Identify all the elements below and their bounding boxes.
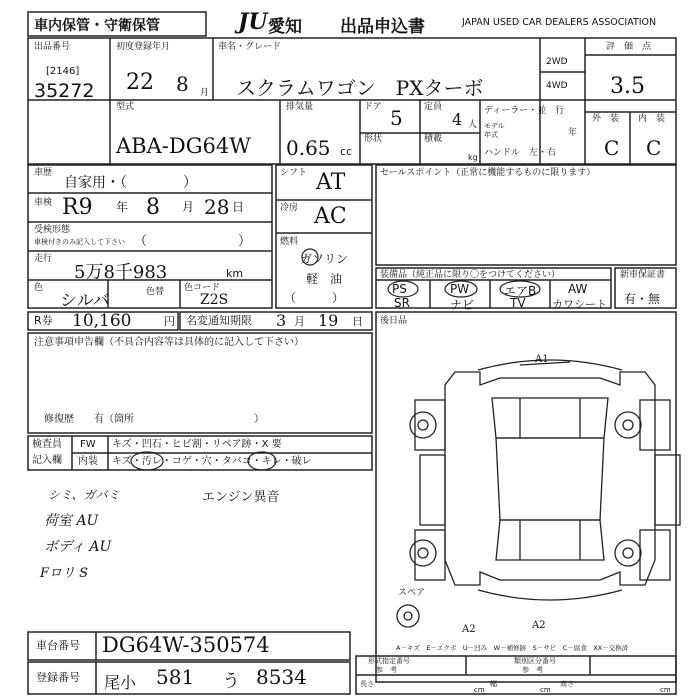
chassis-value: DG64W-350574 xyxy=(102,633,270,657)
equip-item: エアB xyxy=(504,284,537,298)
score: 3.5 xyxy=(610,74,645,99)
recycle-label: R券 xyxy=(34,314,53,327)
spec-row1-label: 形式指定番号 xyxy=(368,657,410,665)
color-value: シルバ xyxy=(60,291,110,311)
fuel-diesel: 軽 油 xyxy=(306,272,343,286)
inspector-row2-label: 内装 xyxy=(78,456,98,467)
inspector-row1-label: FW xyxy=(80,439,96,450)
color-label: 色 xyxy=(34,283,44,293)
fuel-other: （ ） xyxy=(284,291,345,305)
history-label: 車歴 xyxy=(34,168,53,178)
recycle-unit: 円 xyxy=(164,315,175,328)
interior-label: 内 装 xyxy=(638,114,666,124)
load-label: 積載 xyxy=(424,134,443,144)
note-engine: エンジン異音 xyxy=(202,490,280,505)
inspector-label-2: 記入欄 xyxy=(32,455,62,466)
inspection-year-unit: 年 xyxy=(116,200,129,214)
notes-label: 注意事項申告欄（不具合内容等は具体的に記入して下さい） xyxy=(34,337,304,348)
inspection-label: 車検 xyxy=(34,198,53,208)
first-reg-year: 22 xyxy=(126,70,154,95)
registration-class: 581 xyxy=(156,665,195,689)
equip-item: AW xyxy=(568,282,588,296)
association-name: JAPAN USED CAR DEALERS ASSOCIATION xyxy=(462,17,657,28)
storage-label: 車内保管・守衛保管 xyxy=(34,18,160,34)
handle-label: ハンドル 左・右 xyxy=(484,148,557,158)
transfer-day: 19 xyxy=(318,311,339,330)
year-unit: 年 xyxy=(568,128,578,138)
first-reg-month-unit: 月 xyxy=(200,88,210,98)
registration-label: 登録番号 xyxy=(36,671,80,684)
exterior-label: 外 装 xyxy=(592,114,620,124)
inspector-label-1: 検査員 xyxy=(32,439,62,450)
interior-grade: C xyxy=(646,136,662,160)
lot-label: 出品番号 xyxy=(34,42,71,52)
first-reg-label: 初度登録年月 xyxy=(116,42,171,52)
capacity-label: 定員 xyxy=(424,102,443,112)
color-code: Z2S xyxy=(200,292,229,308)
rear-mark: A2 xyxy=(532,620,546,631)
mileage-value: 5万8千983 xyxy=(74,262,168,283)
note-line3: ボディ AU xyxy=(44,539,112,555)
front-mark: A1 xyxy=(535,354,549,365)
repair-label: 修復歴 有（箇所 ） xyxy=(44,414,264,425)
dealer-label: ディーラー・並 行 xyxy=(484,106,565,116)
color-code-label: 色コード xyxy=(184,283,221,293)
spec-unit: cm xyxy=(660,686,671,694)
lot-number: 35272 xyxy=(34,80,95,102)
spec-length-label: 長さ xyxy=(360,680,374,688)
model: ABA-DG64W xyxy=(116,134,251,158)
note-line1: シミ、ガバミ xyxy=(48,488,120,502)
displacement-label: 排気量 xyxy=(286,102,314,112)
drive-4wd: 4WD xyxy=(546,81,568,91)
model-year-label: モデル 年式 xyxy=(484,122,505,139)
note-line2: 荷室 AU xyxy=(44,513,99,529)
spec-row2-sub: 参 考 xyxy=(522,666,543,674)
registration-kana: う xyxy=(222,671,240,692)
shift-label: シフト xyxy=(280,168,308,178)
spec-height-label: 高さ xyxy=(560,680,574,688)
brand-region: 愛知 xyxy=(268,17,302,37)
registration-region: 尾小 xyxy=(104,673,137,692)
exterior-grade: C xyxy=(604,136,620,160)
inspector-row2-text: キズ・汚レ・コゲ・穴・タバコ・キレ・破レ xyxy=(112,456,312,467)
spec-row1-sub: 参 考 xyxy=(376,666,397,674)
mileage-label: 走行 xyxy=(34,254,53,264)
capacity-unit: 人 xyxy=(468,120,478,130)
inspection-day: 28 xyxy=(204,195,230,219)
transfer-label: 名変通知期限 xyxy=(186,314,252,327)
drive-2wd: 2WD xyxy=(546,57,568,67)
sellpoint-label: セールスポイント（正常に機能するものに限ります） xyxy=(380,168,596,178)
model-label: 型式 xyxy=(116,102,135,112)
receive-label: 受検形態 xyxy=(34,225,71,235)
capacity: 4 xyxy=(452,110,463,129)
inspection-month-unit: 月 xyxy=(182,200,195,214)
damage-legend: A－キズ E－エクボ U－凹み W－補修跡 S－サビ C－腐食 XX－交換済 xyxy=(396,644,629,652)
displacement-unit: cc xyxy=(340,145,353,158)
new-cert-label: 新車保証書 xyxy=(620,270,666,280)
new-cert-value: 有・無 xyxy=(624,292,661,306)
equip-item: SR xyxy=(394,296,410,310)
doors: 5 xyxy=(390,106,403,130)
recycle-value: 10,160 xyxy=(72,311,132,331)
car-diagram xyxy=(397,360,680,627)
shift-value: AT xyxy=(316,170,346,195)
transfer-month: 3 xyxy=(276,311,287,330)
equip-item: PW xyxy=(450,282,470,296)
transfer-month-unit: 月 xyxy=(294,315,305,328)
score-label: 評 価 点 xyxy=(606,42,652,52)
transfer-day-unit: 日 xyxy=(352,315,363,328)
equip-item: TV xyxy=(510,296,526,310)
body-shape-label: 形状 xyxy=(364,134,383,144)
spec-row2-label: 類別区分番号 xyxy=(514,657,556,665)
fuel-gas: ガソリン xyxy=(300,252,349,266)
equip-item: PS xyxy=(392,282,407,296)
displacement: 0.65 xyxy=(286,136,331,160)
rear-mark: A2 xyxy=(462,624,476,635)
spec-unit: cm xyxy=(474,686,485,694)
receive-sub: 車検付きのみ記入して下さい xyxy=(34,238,125,246)
car-name-label: 車名・グレード xyxy=(218,42,282,52)
spec-width-label: 幅 xyxy=(490,680,497,688)
spare-label: スペア xyxy=(398,588,426,598)
equip-item: カワシート xyxy=(552,298,607,311)
spec-unit: cm xyxy=(540,686,551,694)
doors-label: ドア xyxy=(364,102,382,112)
form-title: 出品申込書 xyxy=(340,17,425,37)
inspection-day-unit: 日 xyxy=(232,200,245,214)
equipment-label: 装備品（純正品に限り〇をつけてください） xyxy=(380,270,561,280)
brand-logo: JU xyxy=(238,9,268,35)
receive-value: （ ） xyxy=(134,234,252,249)
registration-number: 8534 xyxy=(256,665,307,689)
inspection-era: R9 xyxy=(62,195,93,220)
color-change-label: 色替 xyxy=(146,287,165,297)
fuel-label: 燃料 xyxy=(280,237,299,247)
inspection-month: 8 xyxy=(146,195,160,220)
note-line4: Fロリ S xyxy=(40,566,89,581)
equip-item: ナビ xyxy=(450,298,475,312)
first-reg-month: 8 xyxy=(176,72,189,96)
car-name: スクラムワゴン PXターボ xyxy=(236,76,484,100)
inspector-row1-text: キズ・凹石・ヒビ割・リペア跡・X 要 xyxy=(112,439,282,450)
load-unit: kg xyxy=(468,153,478,162)
mileage-unit: km xyxy=(226,267,244,280)
history-value: 自家用・（ ） xyxy=(64,175,197,191)
later-label: 後日品 xyxy=(380,316,408,326)
ac-value: AC xyxy=(314,204,347,229)
lot-sub: [2146] xyxy=(46,66,80,77)
ac-label: 冷房 xyxy=(280,203,299,213)
chassis-label: 車台番号 xyxy=(36,639,80,652)
